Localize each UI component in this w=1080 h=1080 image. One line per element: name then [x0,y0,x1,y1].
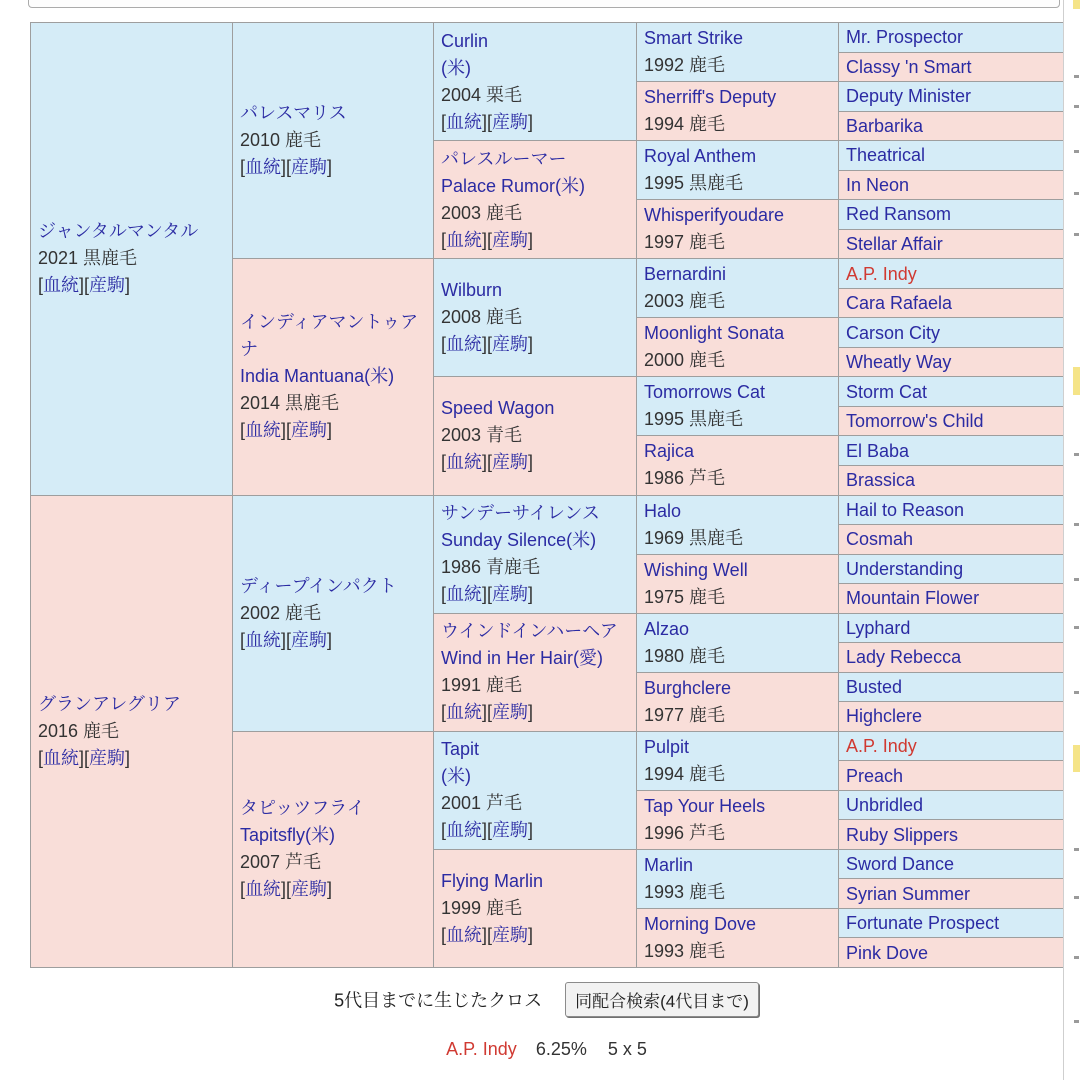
horse-info: 2000 鹿毛 [644,350,726,371]
scrollbar-tick [1074,453,1079,456]
horse-name-link[interactable]: Wheatly Way [846,352,952,373]
horse-name-link[interactable]: Red Ransom [846,204,952,225]
cell-gen3-4 [434,495,637,613]
blood-link[interactable]: 血統 [43,275,80,296]
cell-gen5-18 [839,554,1064,584]
cell-gen3-6 [434,731,637,849]
horse-name-link[interactable]: Smart Strike [644,28,744,49]
offspring-link[interactable]: 産駒 [492,702,529,723]
horse-info: 1999 鹿毛 [441,897,523,918]
cell-gen5-9 [839,288,1064,318]
horse-name-link[interactable]: タピッツフライ [240,798,365,819]
offspring-link[interactable]: 産駒 [492,111,529,132]
horse-info: 2010 鹿毛 [240,130,322,151]
horse-name-link[interactable]: ウインドインハーヘア [441,621,618,642]
find-highlight-marker [1073,367,1080,395]
horse-name-link[interactable]: Lyphard [846,617,911,638]
horse-info: 2004 栗毛 [441,84,523,105]
horse-name-link[interactable]: Carson City [846,322,941,343]
horse-info: 1986 青鹿毛 [441,557,541,578]
blood-link[interactable]: 血統 [446,334,483,355]
horse-info: 1993 鹿毛 [644,940,726,961]
blood-link[interactable]: 血統 [446,924,483,945]
horse-info: 2003 鹿毛 [441,202,523,223]
cell-gen4-10 [637,613,839,672]
cell-gen2-0 [233,23,434,259]
horse-name-link[interactable]: Cosmah [846,529,914,550]
horse-name-link[interactable]: Syrian Summer [846,883,971,904]
cell-gen4-11 [637,672,839,731]
cell-gen3-5 [434,613,637,731]
cell-gen4-2 [637,141,839,200]
horse-name-link[interactable]: サンデーサイレンス [441,503,600,524]
horse-name-link[interactable]: Tapit [441,739,480,760]
scrollbar-tick [1074,896,1079,899]
horse-name-link[interactable]: Tomorrow's Child [846,411,984,432]
detail-links: [血統][産駒] [441,820,534,841]
cell-gen5-24 [839,731,1064,761]
detail-links: [血統][産駒] [441,111,534,132]
horse-info: 1991 鹿毛 [441,675,523,696]
cross-percentage: 6.25% [535,1039,587,1059]
horse-info: 1992 鹿毛 [644,55,726,76]
scrollbar-tick [1074,1020,1079,1023]
horse-name-link[interactable]: Wishing Well [644,559,748,580]
detail-links: [血統][産駒] [441,584,534,605]
horse-name-link[interactable]: (米) [441,766,471,787]
scrollbar-tick [1074,956,1079,959]
cell-gen3-7 [434,849,637,967]
cell-gen5-26 [839,790,1064,820]
cell-gen5-0 [839,23,1064,53]
offspring-link[interactable]: 産駒 [492,334,529,355]
cell-gen5-19 [839,584,1064,614]
scrollbar-tick [1074,848,1079,851]
horse-name-link[interactable]: Bernardini [644,264,727,285]
cell-gen4-0 [637,23,839,82]
horse-info: 1996 芦毛 [644,822,726,843]
horse-name-link[interactable]: Sword Dance [846,854,955,875]
horse-info: 2008 鹿毛 [441,307,523,328]
horse-name-link[interactable]: India Mantuana(米) [240,366,395,387]
horse-info: 2021 黒鹿毛 [38,248,138,269]
horse-name-link[interactable]: Halo [644,500,682,521]
horse-name-link-cross[interactable]: A.P. Indy [846,736,917,757]
horse-info: 1980 鹿毛 [644,645,726,666]
cell-gen5-4 [839,141,1064,171]
offspring-link[interactable]: 産駒 [492,452,529,473]
horse-name-link[interactable]: Burghclere [644,677,732,698]
horse-name-link[interactable]: (米) [441,57,471,78]
cell-gen5-20 [839,613,1064,643]
cell-gen5-27 [839,820,1064,850]
cell-gen5-31 [839,938,1064,968]
offspring-link[interactable]: 産駒 [291,879,328,900]
cell-gen5-2 [839,82,1064,112]
offspring-link[interactable]: 産駒 [291,629,328,650]
top-clipped-control[interactable] [28,0,1060,8]
horse-name-link[interactable]: Tapitsfly(米) [240,825,336,846]
detail-links: [血統][産駒] [441,452,534,473]
cell-gen5-28 [839,849,1064,879]
horse-name-link[interactable]: Highclere [846,706,923,727]
detail-links: [血統][産駒] [441,334,534,355]
scrollbar-tick [1074,75,1079,78]
horse-name-link[interactable]: パレスルーマー [441,148,567,169]
horse-name-link[interactable]: Alzao [644,618,690,639]
horse-name-link[interactable]: Unbridled [846,795,924,816]
offspring-link[interactable]: 産駒 [89,275,126,296]
horse-info: 1969 黒鹿毛 [644,527,744,548]
offspring-link[interactable]: 産駒 [291,157,328,178]
cell-gen3-3 [434,377,637,495]
cell-gen5-13 [839,406,1064,436]
horse-name-link[interactable]: Curlin [441,30,489,51]
horse-info: 1993 鹿毛 [644,881,726,902]
horse-name-link[interactable]: Storm Cat [846,381,928,402]
horse-name-link[interactable]: ジャンタルマンタル [38,221,199,242]
horse-name-link[interactable]: ディープインパクト [240,575,397,596]
cell-gen5-15 [839,465,1064,495]
find-highlight-marker [1073,745,1080,772]
detail-links: [血統][産駒] [441,229,534,250]
cell-gen5-22 [839,672,1064,702]
cell-gen5-3 [839,111,1064,141]
horse-name-link[interactable]: パレスマリス [240,103,347,124]
horse-name-link[interactable]: Hail to Reason [846,499,965,520]
horse-name-link[interactable]: Marlin [644,854,694,875]
cell-gen3-0 [434,23,637,141]
horse-name-link[interactable]: Deputy Minister [846,86,972,107]
blood-link[interactable]: 血統 [446,111,483,132]
horse-name-link[interactable]: Brassica [846,470,916,491]
horse-name-link[interactable]: Pink Dove [846,942,929,963]
horse-name-link[interactable]: Flying Marlin [441,870,544,891]
blood-link[interactable]: 血統 [245,420,282,441]
horse-name-link[interactable]: Palace Rumor(米) [441,175,586,196]
horse-name-link[interactable]: Classy 'n Smart [846,56,972,77]
horse-name-link[interactable]: Mountain Flower [846,588,980,609]
cross-section-label: 5代目までに生じたクロス [334,990,543,1011]
scrollbar-tick [1074,105,1079,108]
horse-name-link[interactable]: Morning Dove [644,913,757,934]
blood-link[interactable]: 血統 [446,820,483,841]
horse-info: 2003 鹿毛 [644,291,726,312]
cell-gen5-30 [839,908,1064,938]
find-highlight-marker [1073,0,1080,9]
cell-gen4-1 [637,82,839,141]
horse-name-link[interactable]: Barbarika [846,115,924,136]
horse-info: 2007 芦毛 [240,852,322,873]
horse-name-link[interactable]: Preach [846,765,904,786]
detail-links: [血統][産駒] [441,924,534,945]
horse-name-link[interactable]: Wilburn [441,280,503,301]
horse-name-link[interactable]: Sunday Silence(米) [441,530,597,551]
cell-gen5-1 [839,52,1064,82]
cell-gen5-29 [839,879,1064,909]
cell-gen4-3 [637,200,839,259]
cell-gen5-17 [839,525,1064,555]
horse-name-link[interactable]: Cara Rafaela [846,293,953,314]
scrollbar-tick [1074,691,1079,694]
horse-info: 1994 鹿毛 [644,114,726,135]
horse-info: 1995 黒鹿毛 [644,409,744,430]
horse-name-link[interactable]: Mr. Prospector [846,27,964,48]
detail-links: [血統][産駒] [38,747,131,768]
horse-info: 2014 黒鹿毛 [240,393,340,414]
cell-gen3-1 [434,141,637,259]
cell-gen4-8 [637,495,839,554]
horse-name-link[interactable]: Lady Rebecca [846,647,962,668]
cell-gen4-14 [637,849,839,908]
scrollbar-tick [1074,578,1079,581]
cell-gen2-1 [233,259,434,495]
horse-name-link[interactable]: Ruby Slippers [846,824,959,845]
blood-link[interactable]: 血統 [446,584,483,605]
offspring-link[interactable]: 産駒 [89,747,126,768]
horse-info: 1975 鹿毛 [644,586,726,607]
horse-info: 2002 鹿毛 [240,602,322,623]
offspring-link[interactable]: 産駒 [492,229,529,250]
cell-gen5-23 [839,702,1064,732]
cell-gen4-15 [637,908,839,967]
detail-links: [血統][産駒] [441,702,534,723]
cell-gen4-9 [637,554,839,613]
horse-name-link[interactable]: Tap Your Heels [644,795,766,816]
content-right-border [1063,0,1064,1080]
cell-gen5-7 [839,229,1064,259]
horse-name-link[interactable]: Stellar Affair [846,233,943,254]
horse-name-link[interactable]: Theatrical [846,145,926,166]
cell-gen1-1 [31,495,233,968]
horse-name-link[interactable]: Moonlight Sonata [644,323,785,344]
cell-gen1-0 [31,23,233,496]
blood-link[interactable]: 血統 [446,229,483,250]
horse-info: 2003 青毛 [441,425,523,446]
blood-link[interactable]: 血統 [245,157,282,178]
horse-name-link[interactable]: El Baba [846,440,910,461]
horse-name-link[interactable]: In Neon [846,174,910,195]
cross-horse-link[interactable]: A.P. Indy [446,1039,517,1059]
horse-name-link[interactable]: Fortunate Prospect [846,913,1000,934]
cell-gen5-14 [839,436,1064,466]
cell-gen5-10 [839,318,1064,348]
horse-name-link[interactable]: Tomorrows Cat [644,382,766,403]
horse-name-link-cross[interactable]: A.P. Indy [846,263,917,284]
cell-gen4-13 [637,790,839,849]
detail-links: [血統][産駒] [38,275,131,296]
cell-gen4-6 [637,377,839,436]
horse-name-link[interactable]: Speed Wagon [441,398,555,419]
horse-info: 2016 鹿毛 [38,720,120,741]
blood-link[interactable]: 血統 [446,452,483,473]
horse-name-link[interactable]: Busted [846,676,903,697]
horse-info: 1977 鹿毛 [644,704,726,725]
cell-gen5-11 [839,347,1064,377]
pedigree-table [30,22,1064,968]
cell-gen4-4 [637,259,839,318]
scrollbar-tick [1074,192,1079,195]
scrollbar-tick [1074,626,1079,629]
cell-gen5-8 [839,259,1064,289]
horse-name-link[interactable]: Rajica [644,441,695,462]
cell-gen3-2 [434,259,637,377]
scrollbar-tick [1074,523,1079,526]
detail-links: [血統][産駒] [240,420,333,441]
horse-name-link[interactable]: Whisperifyoudare [644,205,785,226]
horse-name-link[interactable]: Understanding [846,558,964,579]
horse-info: 1995 黒鹿毛 [644,173,744,194]
horse-name-link[interactable]: インディアマントゥアナ [240,312,419,360]
horse-name-link[interactable]: Royal Anthem [644,146,757,167]
horse-name-link[interactable]: Wind in Her Hair(愛) [441,648,604,669]
blood-link[interactable]: 血統 [245,629,282,650]
horse-name-link[interactable]: Sherriff's Deputy [644,87,777,108]
detail-links: [血統][産駒] [240,157,333,178]
cross-footer [30,982,1063,1060]
cell-gen5-25 [839,761,1064,791]
offspring-link[interactable]: 産駒 [492,820,529,841]
cell-gen5-21 [839,643,1064,673]
horse-name-link[interactable]: グランアレグリア [38,693,181,714]
detail-links: [血統][産駒] [240,629,333,650]
scrollbar-tick [1074,233,1079,236]
horse-info: 2001 芦毛 [441,793,523,814]
same-mating-search-button[interactable]: 同配合検索(4代目まで) [565,982,759,1017]
cell-gen4-12 [637,731,839,790]
cell-gen4-7 [637,436,839,495]
cell-gen2-2 [233,495,434,731]
horse-info: 1997 鹿毛 [644,232,726,253]
cell-gen5-5 [839,170,1064,200]
blood-link[interactable]: 血統 [43,747,80,768]
horse-info: 1986 芦毛 [644,468,726,489]
offspring-link[interactable]: 産駒 [291,420,328,441]
cell-gen5-16 [839,495,1064,525]
horse-info: 1994 鹿毛 [644,763,726,784]
cell-gen4-5 [637,318,839,377]
cross-pattern: 5 x 5 [607,1039,647,1059]
horse-name-link[interactable]: Pulpit [644,736,690,757]
cell-gen5-12 [839,377,1064,407]
detail-links: [血統][産駒] [240,879,333,900]
cell-gen2-3 [233,731,434,967]
cell-gen5-6 [839,200,1064,230]
blood-link[interactable]: 血統 [446,702,483,723]
blood-link[interactable]: 血統 [245,879,282,900]
scrollbar-tick [1074,150,1079,153]
offspring-link[interactable]: 産駒 [492,924,529,945]
offspring-link[interactable]: 産駒 [492,584,529,605]
